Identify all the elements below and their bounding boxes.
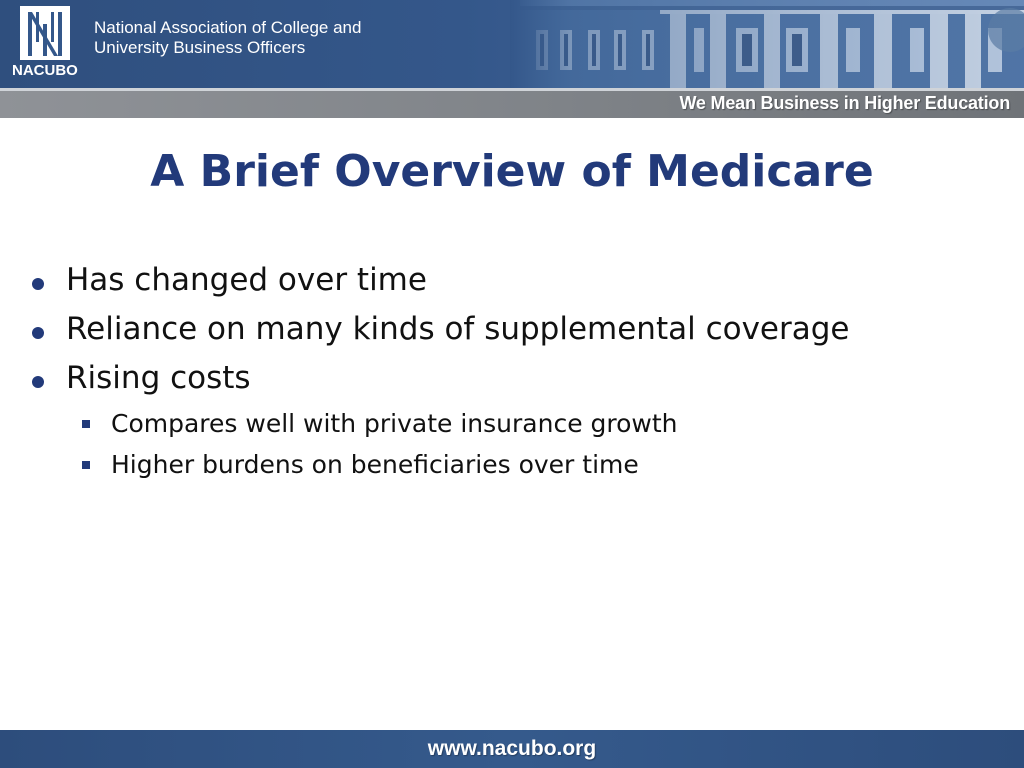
slide-title: A Brief Overview of Medicare xyxy=(150,146,874,197)
round-bullet-icon xyxy=(32,376,44,388)
sub-bullet-text: Higher burdens on beneficiaries over time xyxy=(111,450,639,479)
footer-url: www.nacubo.org xyxy=(427,737,597,760)
bullet-item xyxy=(30,311,1010,360)
organization-name xyxy=(94,18,414,58)
square-bullet-icon xyxy=(82,461,90,469)
organization-name-line-1: National Association of College and xyxy=(94,18,362,37)
bullet-text: Has changed over time xyxy=(66,262,427,298)
sub-bullet-item xyxy=(30,409,1010,450)
bullet-item xyxy=(30,360,1010,409)
footer-bar xyxy=(0,730,1024,768)
banner-top xyxy=(0,0,1024,88)
organization-name-line-2: University Business Officers xyxy=(94,38,306,57)
square-bullet-icon xyxy=(82,420,90,428)
sub-bullet-text: Compares well with private insurance growth xyxy=(111,409,678,438)
tagline: We Mean Business in Higher Education xyxy=(679,93,1010,113)
logo-text: NACUBO xyxy=(12,62,78,79)
sub-bullet-item xyxy=(30,450,1010,491)
bullet-list xyxy=(30,262,1010,491)
building-illustration xyxy=(510,0,1024,88)
bullet-text: Rising costs xyxy=(66,360,251,396)
header-banner xyxy=(0,0,1024,118)
round-bullet-icon xyxy=(32,327,44,339)
bullet-text: Reliance on many kinds of supplemental coverage xyxy=(66,311,850,347)
bullet-item xyxy=(30,262,1010,311)
round-bullet-icon xyxy=(32,278,44,290)
